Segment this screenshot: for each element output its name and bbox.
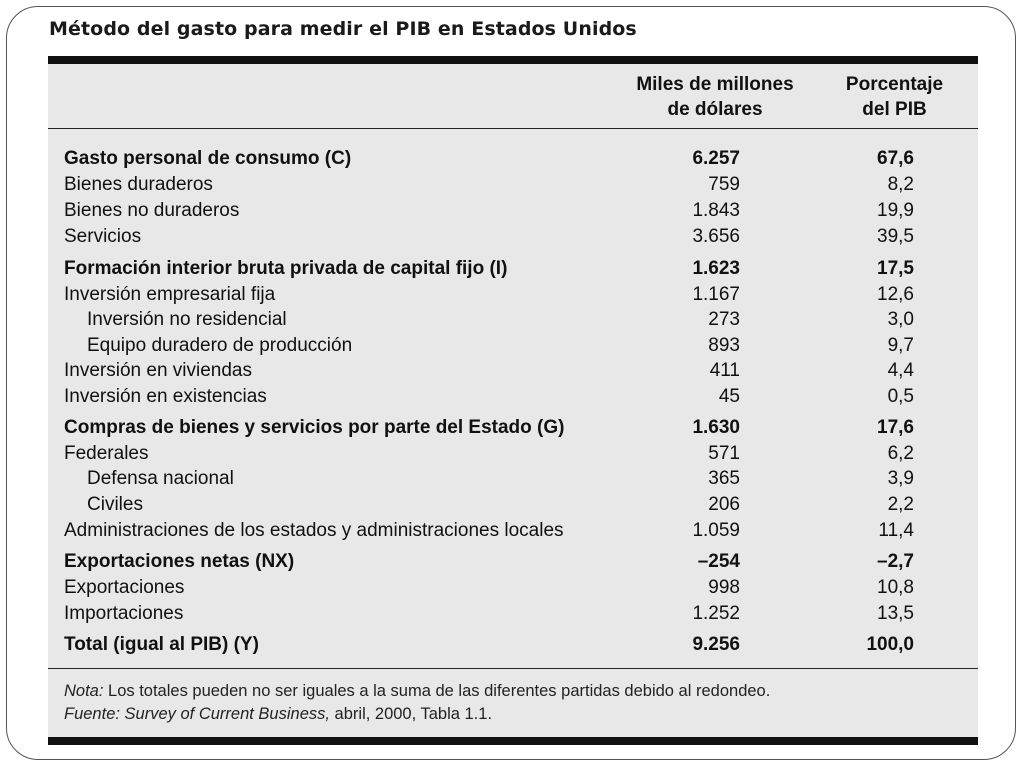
- row-label: Gasto personal de consumo (C): [64, 148, 352, 169]
- table-row: [64, 308, 914, 332]
- row-value-billions: 571: [708, 443, 740, 464]
- table-row: [64, 467, 914, 491]
- row-label: Defensa nacional: [87, 468, 234, 489]
- table-row: [64, 199, 914, 223]
- row-value-percent: 11,4: [878, 520, 914, 541]
- table-source: [64, 703, 492, 725]
- table-row: [64, 493, 914, 517]
- row-value-percent: 4,4: [887, 360, 914, 381]
- row-value-percent: 3,0: [887, 309, 914, 330]
- row-value-percent: 10,8: [877, 577, 914, 598]
- row-value-percent: 2,2: [887, 494, 914, 515]
- table-row: [64, 173, 914, 197]
- table-row: [64, 550, 914, 574]
- row-value-billions: 3.656: [692, 226, 740, 247]
- row-value-percent: 8,2: [887, 174, 914, 195]
- row-label: Exportaciones: [64, 577, 185, 598]
- row-value-percent: –2,7: [877, 551, 914, 572]
- row-value-billions: 1.059: [692, 520, 740, 541]
- row-value-billions: 9.256: [692, 634, 740, 655]
- column-header-percent-line2: del PIB: [862, 99, 927, 120]
- row-value-billions: 45: [718, 386, 740, 407]
- row-value-percent: 13,5: [877, 603, 914, 624]
- row-value-billions: 365: [708, 468, 740, 489]
- table-row: [64, 359, 914, 383]
- row-label: Exportaciones netas (NX): [64, 551, 295, 572]
- table-top-bar: [48, 56, 978, 64]
- table-row: [64, 576, 914, 600]
- row-value-percent: 100,0: [866, 634, 914, 655]
- row-label: Compras de bienes y servicios por parte del Estado (G): [64, 417, 565, 438]
- row-value-percent: 12,6: [877, 284, 914, 305]
- row-value-percent: 39,5: [877, 226, 914, 247]
- column-header-percent: [822, 72, 967, 122]
- row-value-billions: 6.257: [692, 148, 740, 169]
- row-value-percent: 6,2: [887, 443, 914, 464]
- row-label: Inversión en existencias: [64, 386, 267, 407]
- table-row: [64, 147, 914, 171]
- row-value-billions: 893: [708, 335, 740, 356]
- row-value-percent: 3,9: [887, 468, 914, 489]
- table-row: [64, 334, 914, 358]
- row-value-billions: 1.843: [692, 200, 740, 221]
- row-value-billions: –254: [697, 551, 740, 572]
- row-label: Administraciones de los estados y administraciones locales: [64, 520, 564, 541]
- row-value-billions: 1.167: [692, 284, 740, 305]
- row-label: Inversión empresarial fija: [64, 284, 276, 305]
- row-label: Bienes duraderos: [64, 174, 213, 195]
- row-label: Equipo duradero de producción: [87, 335, 353, 356]
- table-row: [64, 602, 914, 626]
- table-row: [64, 283, 914, 307]
- table-row: [64, 519, 914, 543]
- row-label: Inversión no residencial: [87, 309, 287, 330]
- row-label: Importaciones: [64, 603, 184, 624]
- table-row: [64, 257, 914, 281]
- row-label: Inversión en viviendas: [64, 360, 252, 381]
- row-value-percent: 9,7: [887, 335, 914, 356]
- table-note: [64, 680, 770, 702]
- row-label: Servicios: [64, 226, 142, 247]
- row-value-billions: 759: [708, 174, 740, 195]
- table-row: [64, 633, 914, 657]
- row-label: Formación interior bruta privada de capital fijo (I): [64, 258, 508, 279]
- row-value-billions: 273: [708, 309, 740, 330]
- column-header-billions-line1: Miles de millones: [636, 74, 794, 95]
- row-value-percent: 17,6: [877, 417, 914, 438]
- row-value-percent: 19,9: [877, 200, 914, 221]
- column-header-billions: [620, 72, 810, 122]
- row-label: Federales: [64, 443, 149, 464]
- row-value-billions: 411: [709, 360, 740, 381]
- table-bottom-bar: [48, 737, 978, 745]
- row-value-billions: 1.623: [692, 258, 740, 279]
- source-label: Fuente: Survey of Current Business,: [64, 705, 330, 723]
- note-label: Nota:: [64, 682, 104, 700]
- column-header-percent-line1: Porcentaje: [845, 74, 944, 95]
- row-label: Civiles: [87, 494, 143, 515]
- row-value-percent: 17,5: [877, 258, 914, 279]
- row-value-billions: 206: [708, 494, 740, 515]
- footer-divider: [48, 668, 978, 669]
- row-value-billions: 1.630: [692, 417, 740, 438]
- table-row: [64, 385, 914, 409]
- table-row: [64, 225, 914, 249]
- row-value-percent: 0,5: [887, 386, 914, 407]
- page-title: Método del gasto para medir el PIB en Estados Unidos: [49, 18, 637, 40]
- note-text: Los totales pueden no ser iguales a la suma de las diferentes partidas debido al redondeo.: [103, 682, 771, 700]
- table-row: [64, 416, 914, 440]
- column-header-billions-line2: de dólares: [667, 99, 763, 120]
- row-value-billions: 1.252: [692, 603, 740, 624]
- source-text: abril, 2000, Tabla 1.1.: [329, 705, 493, 723]
- header-divider: [48, 128, 978, 129]
- row-value-billions: 998: [708, 577, 740, 598]
- table-row: [64, 442, 914, 466]
- row-value-percent: 67,6: [877, 148, 914, 169]
- row-label: Bienes no duraderos: [64, 200, 240, 221]
- row-label: Total (igual al PIB) (Y): [64, 634, 259, 655]
